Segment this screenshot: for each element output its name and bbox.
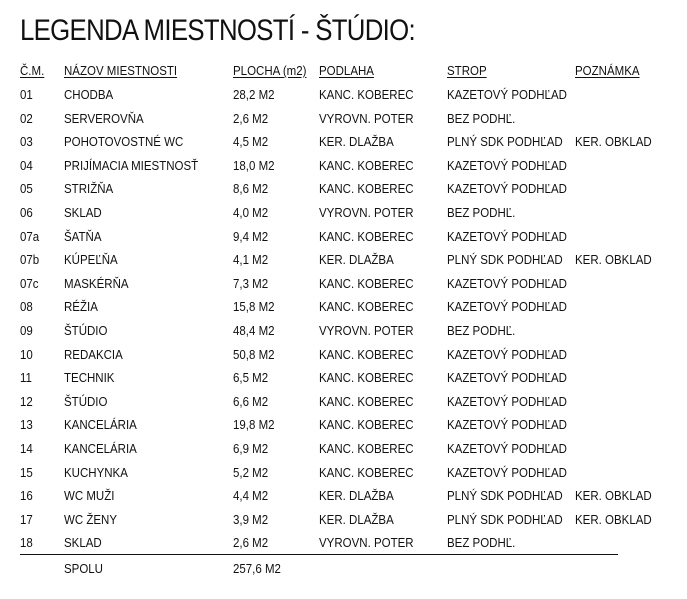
row-area: 7,3 M2 xyxy=(233,277,269,291)
row-name: POHOTOVOSTNÉ WC xyxy=(64,135,184,149)
row-area: 4,0 M2 xyxy=(233,206,269,220)
row-name: REDAKCIA xyxy=(64,348,123,362)
row-name: KANCELÁRIA xyxy=(64,418,137,432)
row-ceiling: BEZ PODHĽ. xyxy=(447,112,516,126)
row-floor: KANC. KOBEREC xyxy=(319,371,414,385)
row-ceiling: PLNÝ SDK PODHĽAD xyxy=(447,253,563,267)
row-name: KUCHYNKA xyxy=(64,466,128,480)
row-area: 19,8 M2 xyxy=(233,418,275,432)
row-num: 03 xyxy=(20,135,33,149)
row-num: 14 xyxy=(20,442,33,456)
header-ceiling: STROP xyxy=(447,64,487,78)
row-floor: VYROVN. POTER xyxy=(319,112,414,126)
row-floor: KANC. KOBEREC xyxy=(319,395,414,409)
row-ceiling: KAZETOVÝ PODHĽAD xyxy=(447,418,567,432)
row-name: ŠATŇA xyxy=(64,230,102,244)
row-num: 18 xyxy=(20,536,33,550)
row-num: 17 xyxy=(20,513,33,527)
row-area: 4,1 M2 xyxy=(233,253,269,267)
header-area: PLOCHA (m2) xyxy=(233,64,307,78)
row-name: SKLAD xyxy=(64,206,102,220)
row-ceiling: PLNÝ SDK PODHĽAD xyxy=(447,135,563,149)
row-floor: KANC. KOBEREC xyxy=(319,466,414,480)
row-ceiling: KAZETOVÝ PODHĽAD xyxy=(447,277,567,291)
row-floor: VYROVN. POTER xyxy=(319,324,414,338)
row-num: 06 xyxy=(20,206,33,220)
row-floor: KANC. KOBEREC xyxy=(319,230,414,244)
row-area: 4,4 M2 xyxy=(233,489,269,503)
total-divider xyxy=(20,554,618,555)
row-area: 3,9 M2 xyxy=(233,513,269,527)
row-area: 5,2 M2 xyxy=(233,466,269,480)
row-num: 01 xyxy=(20,88,33,102)
row-floor: KANC. KOBEREC xyxy=(319,182,414,196)
row-num: 02 xyxy=(20,112,33,126)
row-ceiling: PLNÝ SDK PODHĽAD xyxy=(447,489,563,503)
row-floor: KANC. KOBEREC xyxy=(319,88,414,102)
row-note: KER. OBKLAD xyxy=(575,513,652,527)
row-num: 07b xyxy=(20,253,40,267)
row-ceiling: KAZETOVÝ PODHĽAD xyxy=(447,300,567,314)
row-floor: KER. DLAŽBA xyxy=(319,253,394,267)
row-name: STRIŽŇA xyxy=(64,182,114,196)
total-area: 257,6 M2 xyxy=(233,562,281,576)
header-note: POZNÁMKA xyxy=(575,64,640,78)
row-ceiling: KAZETOVÝ PODHĽAD xyxy=(447,159,567,173)
row-area: 6,5 M2 xyxy=(233,371,269,385)
header-name: NÁZOV MIESTNOSTI xyxy=(64,64,178,78)
row-floor: KER. DLAŽBA xyxy=(319,513,394,527)
row-ceiling: BEZ PODHĽ. xyxy=(447,206,516,220)
row-area: 48,4 M2 xyxy=(233,324,275,338)
row-floor: KANC. KOBEREC xyxy=(319,442,414,456)
row-ceiling: KAZETOVÝ PODHĽAD xyxy=(447,442,567,456)
row-ceiling: KAZETOVÝ PODHĽAD xyxy=(447,88,567,102)
total-label: SPOLU xyxy=(64,562,103,576)
row-floor: KANC. KOBEREC xyxy=(319,418,414,432)
row-floor: VYROVN. POTER xyxy=(319,536,414,550)
row-name: KÚPEĽŇA xyxy=(64,253,118,267)
row-name: CHODBA xyxy=(64,88,114,102)
row-num: 07a xyxy=(20,230,40,244)
row-area: 2,6 M2 xyxy=(233,112,269,126)
row-area: 8,6 M2 xyxy=(233,182,269,196)
row-ceiling: KAZETOVÝ PODHĽAD xyxy=(447,348,567,362)
row-floor: KANC. KOBEREC xyxy=(319,159,414,173)
row-note: KER. OBKLAD xyxy=(575,489,652,503)
row-floor: KANC. KOBEREC xyxy=(319,277,414,291)
row-num: 05 xyxy=(20,182,33,196)
row-note: KER. OBKLAD xyxy=(575,253,652,267)
row-num: 12 xyxy=(20,395,33,409)
row-floor: KER. DLAŽBA xyxy=(319,489,394,503)
row-name: WC ŽENY xyxy=(64,513,118,527)
row-ceiling: KAZETOVÝ PODHĽAD xyxy=(447,182,567,196)
row-ceiling: PLNÝ SDK PODHĽAD xyxy=(447,513,563,527)
page-title: LEGENDA MIESTNOSTÍ - ŠTÚDIO: xyxy=(20,14,416,47)
row-ceiling: KAZETOVÝ PODHĽAD xyxy=(447,230,567,244)
row-area: 50,8 M2 xyxy=(233,348,275,362)
row-name: ŠTÚDIO xyxy=(64,395,108,409)
row-floor: KER. DLAŽBA xyxy=(319,135,394,149)
row-name: TECHNIK xyxy=(64,371,115,385)
row-area: 18,0 M2 xyxy=(233,159,275,173)
row-ceiling: BEZ PODHĽ. xyxy=(447,324,516,338)
row-area: 9,4 M2 xyxy=(233,230,269,244)
row-floor: KANC. KOBEREC xyxy=(319,300,414,314)
row-ceiling: BEZ PODHĽ. xyxy=(447,536,516,550)
row-ceiling: KAZETOVÝ PODHĽAD xyxy=(447,466,567,480)
row-num: 13 xyxy=(20,418,33,432)
row-floor: KANC. KOBEREC xyxy=(319,348,414,362)
row-num: 16 xyxy=(20,489,33,503)
row-area: 2,6 M2 xyxy=(233,536,269,550)
row-num: 09 xyxy=(20,324,33,338)
row-ceiling: KAZETOVÝ PODHĽAD xyxy=(447,371,567,385)
row-num: 10 xyxy=(20,348,33,362)
row-area: 6,9 M2 xyxy=(233,442,269,456)
row-floor: VYROVN. POTER xyxy=(319,206,414,220)
row-num: 11 xyxy=(20,371,32,385)
row-name: PRIJÍMACIA MIESTNOSŤ xyxy=(64,159,199,173)
row-name: SKLAD xyxy=(64,536,102,550)
row-area: 28,2 M2 xyxy=(233,88,275,102)
row-name: RÉŽIA xyxy=(64,300,98,314)
row-name: ŠTÚDIO xyxy=(64,324,108,338)
row-note: KER. OBKLAD xyxy=(575,135,652,149)
row-area: 15,8 M2 xyxy=(233,300,275,314)
row-num: 08 xyxy=(20,300,33,314)
row-area: 6,6 M2 xyxy=(233,395,269,409)
row-name: KANCELÁRIA xyxy=(64,442,137,456)
row-name: MASKÉRŇA xyxy=(64,277,129,291)
row-num: 07c xyxy=(20,277,39,291)
row-area: 4,5 M2 xyxy=(233,135,269,149)
header-floor: PODLAHA xyxy=(319,64,374,78)
row-num: 15 xyxy=(20,466,33,480)
row-ceiling: KAZETOVÝ PODHĽAD xyxy=(447,395,567,409)
row-name: WC MUŽI xyxy=(64,489,115,503)
header-num: Č.M. xyxy=(20,64,45,78)
row-name: SERVEROVŇA xyxy=(64,112,144,126)
row-num: 04 xyxy=(20,159,33,173)
